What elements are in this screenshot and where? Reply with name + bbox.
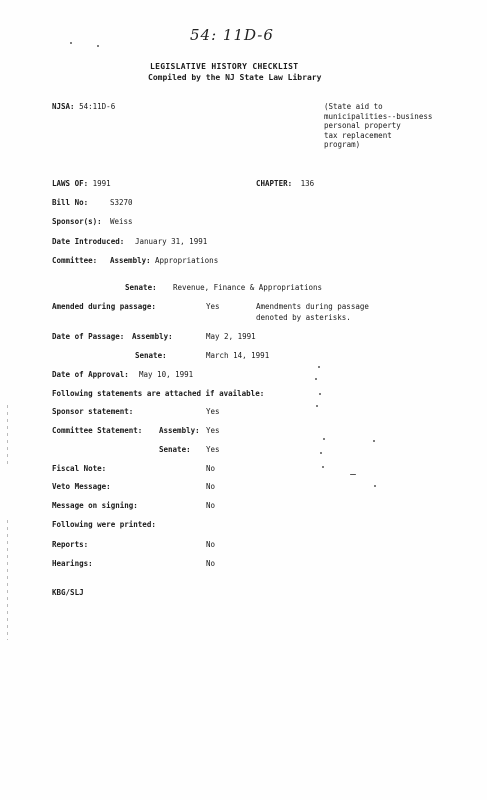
amended-note-line1: Amendments during passage bbox=[256, 302, 369, 311]
committee-statement-assembly-label: Assembly: bbox=[159, 426, 200, 435]
statements-heading: Following statements are attached if available: bbox=[52, 389, 265, 398]
committee-statement-senate-label: Senate: bbox=[159, 445, 191, 454]
scan-speck bbox=[97, 45, 99, 47]
scan-speck bbox=[374, 485, 376, 487]
fiscal-note-label: Fiscal Note: bbox=[52, 464, 107, 473]
scan-speck bbox=[373, 440, 375, 442]
chapter-row bbox=[256, 179, 314, 188]
hearings-value: No bbox=[206, 559, 216, 568]
veto-message-value: No bbox=[206, 482, 216, 491]
sponsor-value: Weiss bbox=[110, 217, 133, 226]
bill-no-label: Bill No: bbox=[52, 198, 89, 207]
scan-speck bbox=[315, 378, 317, 380]
laws-of-row bbox=[52, 179, 111, 188]
committee-label: Committee: bbox=[52, 256, 98, 265]
laws-of-value: 1991 bbox=[92, 179, 111, 188]
printed-heading: Following were printed: bbox=[52, 520, 156, 529]
reports-label: Reports: bbox=[52, 540, 89, 549]
passage-senate-value: March 14, 1991 bbox=[206, 351, 270, 360]
njsa-label: NJSA: bbox=[52, 102, 75, 111]
committee-statement-assembly-value: Yes bbox=[206, 426, 220, 435]
message-on-signing-label: Message on signing: bbox=[52, 501, 138, 510]
bill-no-value: S3270 bbox=[110, 198, 133, 207]
scan-speck bbox=[322, 466, 324, 468]
amended-label: Amended during passage: bbox=[52, 302, 156, 311]
sponsor-statement-value: Yes bbox=[206, 407, 220, 416]
date-of-approval-label: Date of Approval: bbox=[52, 370, 129, 379]
scan-speck bbox=[70, 42, 72, 44]
preparer-initials: KBG/SLJ bbox=[52, 588, 84, 597]
sponsor-label: Sponsor(s): bbox=[52, 217, 102, 226]
reports-value: No bbox=[206, 540, 216, 549]
committee-senate-value: Revenue, Finance & Appropriations bbox=[173, 283, 323, 292]
laws-of-label: LAWS OF: bbox=[52, 179, 89, 188]
chapter-label: CHAPTER: bbox=[256, 179, 293, 188]
scan-speck bbox=[316, 405, 318, 407]
scan-speck bbox=[318, 366, 320, 368]
scan-margin-line bbox=[7, 405, 8, 465]
page-title: LEGISLATIVE HISTORY CHECKLIST bbox=[150, 62, 299, 71]
passage-assembly-label: Assembly: bbox=[132, 332, 173, 341]
passage-senate-label: Senate: bbox=[135, 351, 167, 360]
njsa-value: 54:11D-6 bbox=[79, 102, 116, 111]
scan-margin-line bbox=[7, 520, 8, 640]
veto-message-label: Veto Message: bbox=[52, 482, 111, 491]
amended-value: Yes bbox=[206, 302, 220, 311]
committee-assembly-value: Appropriations bbox=[155, 256, 219, 265]
date-of-passage-label: Date of Passage: bbox=[52, 332, 125, 341]
page-subtitle: Compiled by the NJ State Law Library bbox=[148, 73, 322, 82]
passage-assembly-value: May 2, 1991 bbox=[206, 332, 256, 341]
committee-senate-label: Senate: bbox=[125, 283, 157, 292]
hearings-label: Hearings: bbox=[52, 559, 93, 568]
date-introduced-value: January 31, 1991 bbox=[135, 237, 208, 246]
sponsor-statement-label: Sponsor statement: bbox=[52, 407, 134, 416]
scan-speck bbox=[319, 393, 321, 395]
date-of-approval-value: May 10, 1991 bbox=[139, 370, 194, 379]
date-introduced-label: Date Introduced: bbox=[52, 237, 125, 246]
fiscal-note-value: No bbox=[206, 464, 216, 473]
scan-speck bbox=[320, 452, 322, 454]
chapter-value: 136 bbox=[300, 179, 315, 188]
committee-statement-label: Committee Statement: bbox=[52, 426, 143, 435]
amended-note-line2: denoted by asterisks. bbox=[256, 313, 351, 322]
njsa-row bbox=[52, 102, 115, 111]
scan-speck bbox=[350, 474, 356, 475]
committee-statement-senate-value: Yes bbox=[206, 445, 220, 454]
scan-speck bbox=[323, 438, 325, 440]
committee-assembly-label: Assembly: bbox=[110, 256, 151, 265]
message-on-signing-value: No bbox=[206, 501, 216, 510]
handwritten-citation: 54: 11D-6 bbox=[190, 26, 274, 44]
subject-note: (State aid to municipalities--business personal property tax replacement program) bbox=[324, 102, 433, 149]
